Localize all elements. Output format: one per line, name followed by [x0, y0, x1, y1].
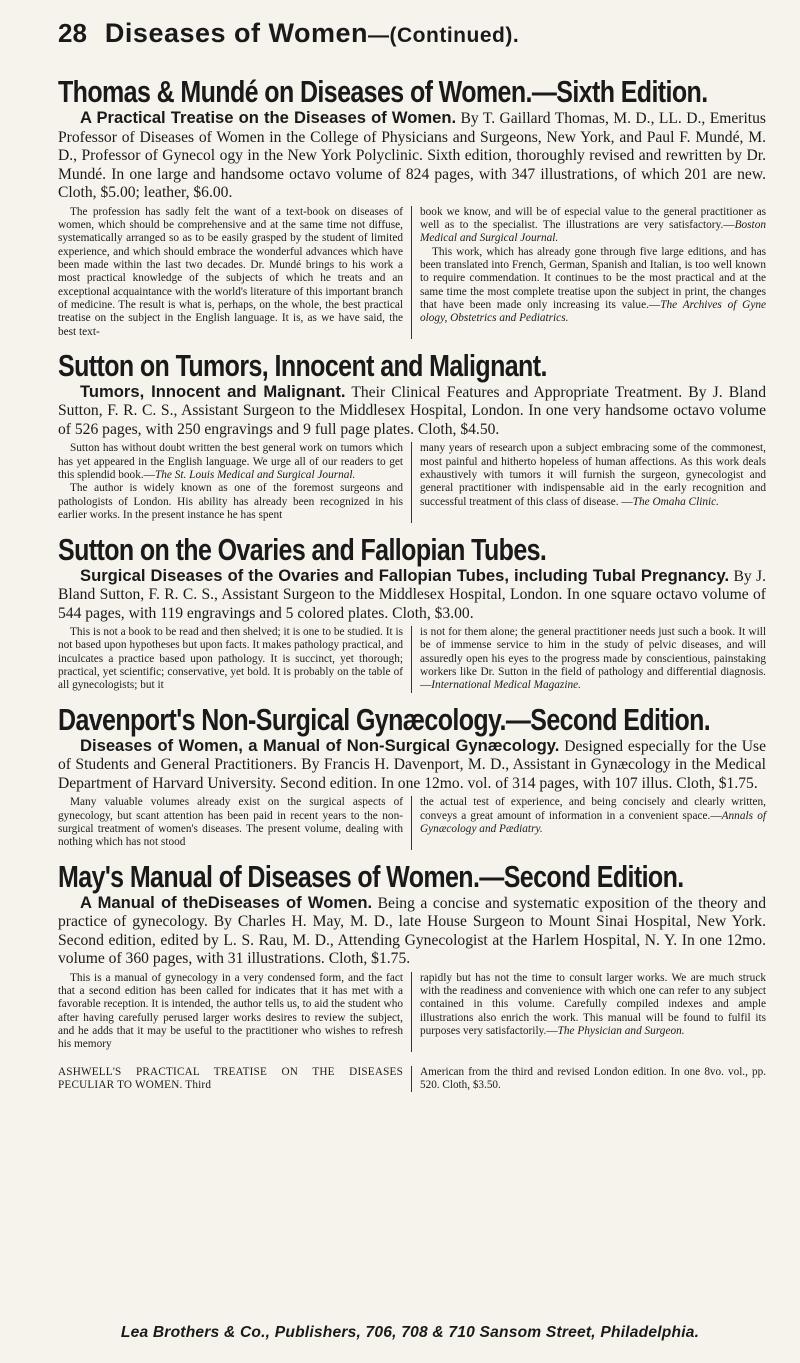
review-right	[412, 972, 766, 1052]
book-details: By T. Gaillard Thomas, M. D., LL. D., Emeritus Professor of Diseases of Women in the College of Physicians and Surgeons, New York, and Paul F. Mundé, M. D., Professor of Gynecol ogy in the New York Polyclinic. Sixth edition, thoroughly revised and rewritten by Dr. Mundé. In one large and handsome octavo volume of 824 pages, with 347 illustrations, of which 201 are new. Cloth, $5.00; leather, $6.00.	[58, 110, 766, 201]
publisher-footer: Lea Brothers & Co., Publishers, 706, 708 & 710 Sansom Street, Philadelphia.	[120, 1324, 700, 1341]
entry-description	[58, 383, 766, 440]
review-text: rapidly but has not the time to consult larger works. We are much struck with the readiness and convenience with which one can refer to any subject contained in this volume. Carefully compiled indexes and ample illustrations also enrich the work. This manual will be found to fulfil its purposes very satisfactorily.—	[420, 971, 766, 1037]
book-title: Surgical Diseases of the Ovaries and Fallopian Tubes, including Tubal Pregnancy.	[80, 565, 730, 585]
book-details: Their Clinical Features and Appropriate Treatment. By J. Bland Sutton, F. R. C. S., Assistant Surgeon to the Middlesex Hospital, London. In one very handsome octavo volume of 526 pages, with 250 engravings and 9 full page plates. Cloth, $4.50.	[58, 383, 766, 438]
review-citation: The Archives of Gyne ology, Obstetrics and Pediatrics.	[420, 298, 766, 325]
book-details: Designed especially for the Use of Students and General Practitioners. By Francis H. Davenport, M. D., Assistant in Gynæcology in the Medical Department of Harvard University. Second edition. In one 12mo. vol. of 314 pages, with 107 illus. Cloth, $1.75.	[58, 737, 766, 792]
book-title: A Practical Treatise on the Diseases of Women.	[80, 108, 457, 127]
review-text: The author is widely known as one of the foremost surgeons and pathologists of London. His ability has already been recognized in his earlier works. In the present instance he has spent	[58, 482, 403, 522]
review-citation: Annals of Gynæcology and Pædiatry.	[420, 809, 766, 835]
book-title: A Manual of theDiseases of Women.	[80, 892, 373, 912]
review-columns	[58, 972, 766, 1052]
review-left	[58, 796, 412, 849]
review-right	[412, 206, 766, 339]
review-citation: The St. Louis Medical and Surgical Journal.	[154, 469, 356, 482]
ashwell-details: American from the third and revised London edition. In one 8vo. vol., pp. 520. Cloth, $3.50.	[420, 1065, 766, 1091]
entry-description	[58, 737, 766, 794]
entry-title: Thomas & Mundé on Diseases of Women.—Sixth Edition.	[58, 75, 708, 110]
review-columns	[58, 442, 766, 522]
review-text: This is a manual of gynecology in a very condensed form, and the fact that a second edition has been called for indicates that it has met with a favorable reception. It is intended, the author tells us, to aid the student who after having carefully perused larger works desires to review the subject, and he adds that it may be useful to the practitioner who wishes to refresh his memory	[58, 971, 403, 1051]
entry-title: Sutton on the Ovaries and Fallopian Tubes.	[58, 532, 547, 567]
page	[58, 18, 766, 1092]
book-entry	[58, 533, 766, 693]
book-details: Being a concise and systematic exposition of the theory and practice of gynecology. By Charles H. May, M. D., late House Surgeon to Mount Sinai Hospital, New York. Second edition, edited by L. S. Rau, M. D., Attending Gynecologist at the Harlem Hospital, N. Y. In one 12mo. volume of 360 pages, with 31 illustrations. Cloth, $1.75.	[58, 894, 766, 968]
page-number: 28	[58, 18, 87, 48]
entry-title: May's Manual of Diseases of Women.—Second Edition.	[58, 859, 684, 894]
running-title-text: Diseases of Women	[104, 18, 369, 48]
review-columns	[58, 206, 766, 339]
entry-title: Sutton on Tumors, Innocent and Malignant.	[58, 348, 547, 384]
review-text: is not for them alone; the general practitioner needs just such a book. It will be of immense service to him in the study of pelvic diseases, and will assuredly open his eyes to the progress made by conscientious, painstaking workers like Dr. Sutton in the field of pathology and differential diagnosis.—	[420, 626, 766, 692]
book-title: Diseases of Women, a Manual of Non-Surgical Gynæcology.	[80, 735, 560, 755]
review-text: This work, which has already gone through five large editions, and has been translated into French, German, Spanish and Italian, is too well known to require commendation. It continues to be the most practical and at the same time the most complete treatise upon the subject in print, the changes that have been made only increasing its value.—	[420, 245, 766, 311]
review-citation: International Medical Magazine.	[431, 679, 581, 692]
ashwell-title-text: ASHWELL'S PRACTICAL TREATISE ON THE DISEASES PECULIAR TO WOMEN. Third	[58, 1065, 403, 1091]
ashwell-listing	[58, 1066, 766, 1092]
book-entry	[58, 75, 766, 339]
review-text: the actual test of experience, and being concisely and clearly written, conveys a great amount of information in a convenient space.—	[420, 796, 766, 822]
book-title: Tumors, Innocent and Malignant.	[80, 381, 346, 401]
running-title	[105, 18, 519, 49]
review-text: Many valuable volumes already exist on the surgical aspects of gynecology, but scant attention has been paid in recent years to the non-surgical treatment of women's diseases. The present volume, dealing with nothing which has not stood	[58, 796, 403, 849]
review-right	[412, 626, 766, 693]
review-left	[58, 972, 412, 1052]
running-title-continued: —(Continued).	[368, 24, 520, 47]
review-left	[58, 206, 412, 339]
entry-description	[58, 567, 766, 624]
review-text: The profession has sadly felt the want of a text-book on diseases of women, which should be comprehensive and at the same time not diffuse, systematically arranged so as to be easily grasped by the student of limited experience, and which should embrace the wonderful advances which have been made within the last two decades. Dr. Mundé brings to his work a most practical knowledge of the subjects of which he treats and an exceptional acquaintance with the world's literature of this important branch of medicine. The result is what is, perhaps, on the whole, the best practical treatise on the subject in the English language. It is, as we have said, the best text-	[58, 205, 403, 338]
book-entry	[58, 860, 766, 1052]
review-citation: The Physician and Surgeon.	[557, 1024, 685, 1037]
review-right	[412, 442, 766, 522]
review-columns	[58, 796, 766, 849]
review-text: many years of research upon a subject embracing some of the commonest, most painful and hitherto hopeless of human affections. As this work deals exhaustively with tumors it will furnish the surgeon, gynecologist and general practitioner with indispensable aid in the early recognition and successful treatment of this class of disease. —	[420, 442, 766, 508]
review-citation: Boston Medical and Surgical Journal.	[420, 218, 766, 245]
review-left	[58, 626, 412, 693]
page-header	[58, 18, 766, 49]
book-entry	[58, 349, 766, 523]
review-left	[58, 442, 412, 522]
review-text: Sutton has without doubt written the best general work on tumors which has yet appeared in the English language. We urge all of our readers to get this splendid book.—	[58, 442, 403, 482]
review-right	[412, 796, 766, 849]
entry-description	[58, 894, 766, 969]
entry-title: Davenport's Non-Surgical Gynæcology.—Second Edition.	[58, 702, 711, 737]
review-text: book we know, and will be of especial value to the general practitioner as well as to the specialist. The illustrations are very satisfactory.—	[420, 205, 766, 231]
ashwell-title	[58, 1066, 412, 1092]
book-entry	[58, 703, 766, 850]
review-citation: The Omaha Clinic.	[632, 495, 719, 508]
entry-description	[58, 109, 766, 203]
review-columns	[58, 626, 766, 693]
review-text: This is not a book to be read and then shelved; it is one to be studied. It is not based upon hypotheses but upon facts. It makes pathology practical, and inculcates a practice based upon pathology. It is succinct, yet thorough; practical, yet scientific; conservative, yet bold. It is probably on the table of all gynecologists; but it	[58, 626, 403, 692]
book-details: By J. Bland Sutton, F. R. C. S., Assistant Surgeon to the Middlesex Hospital, London. In one square octavo volume of 544 pages, with 119 engravings and 5 colored plates. Cloth, $3.00.	[58, 567, 767, 622]
